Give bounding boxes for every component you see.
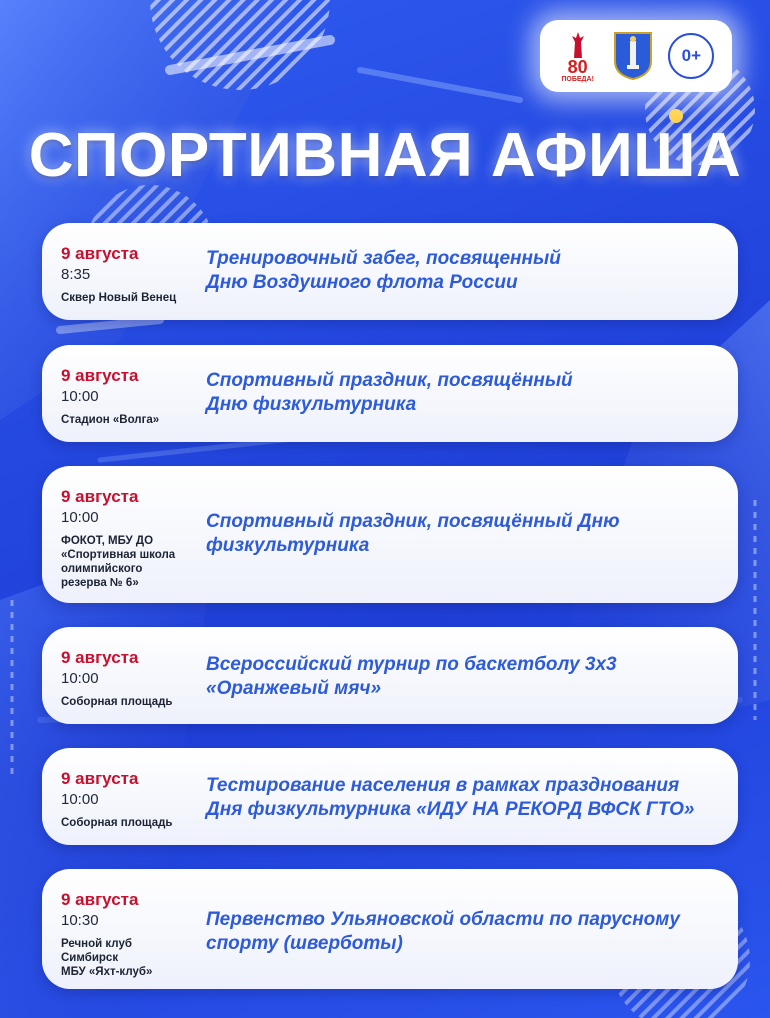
event-meta (61, 890, 211, 979)
event-meta (61, 648, 211, 709)
poster-title: СПОРТИВНАЯ АФИША (28, 121, 742, 190)
event-time: 10:00 (61, 791, 99, 808)
event-date: 9 августа (61, 769, 139, 788)
event-date: 9 августа (61, 890, 139, 909)
event-card (42, 345, 738, 442)
partner-logos (540, 20, 732, 92)
event-card (42, 869, 738, 989)
event-meta (61, 244, 211, 305)
event-card (42, 748, 738, 845)
event-place: Соборная площадь (61, 696, 173, 708)
event-place: Речной клуб Симбирск МБУ «Яхт-клуб» (61, 938, 153, 978)
event-name: Спортивный праздник, посвящённый Дню физкультурника (206, 370, 573, 415)
victory-80-word: ПОБЕДА! (561, 76, 594, 83)
event-time: 10:00 (61, 509, 99, 526)
event-name: Спортивный праздник, посвящённый Дню физкультурника (206, 511, 620, 556)
coat-of-arms-icon (613, 31, 653, 81)
event-date: 9 августа (61, 648, 139, 667)
age-rating-badge: 0+ (668, 33, 714, 79)
event-name: Первенство Ульяновской области по парусному спорту (шверботы) (206, 909, 680, 954)
event-card (42, 223, 738, 320)
event-place: Стадион «Волга» (61, 414, 160, 426)
victory-80-logo (558, 28, 598, 84)
event-meta (61, 487, 211, 590)
event-date: 9 августа (61, 366, 139, 385)
event-place: Соборная площадь (61, 817, 173, 829)
event-date: 9 августа (61, 244, 139, 263)
victory-80-digits: 80 (567, 57, 588, 77)
event-name: Тренировочный забег, посвященный Дню Воздушного флота России (206, 248, 561, 293)
event-time: 10:30 (61, 912, 99, 929)
event-name: Тестирование населения в рамках празднования Дня физкультурника «ИДУ НА РЕКОРД ВФСК ГТО» (206, 775, 695, 820)
event-place: Сквер Новый Венец (61, 292, 177, 304)
event-card (42, 627, 738, 724)
event-time: 10:00 (61, 670, 99, 687)
monument-icon (570, 32, 586, 58)
event-time: 10:00 (61, 388, 99, 405)
event-card (42, 466, 738, 603)
event-time: 8:35 (61, 266, 91, 283)
event-place: ФОКОТ, МБУ ДО «Спортивная школа олимпийского резерва № 6» (61, 535, 176, 589)
event-meta (61, 366, 211, 427)
event-meta (61, 769, 211, 830)
event-date: 9 августа (61, 487, 139, 506)
event-name: Всероссийский турнир по баскетболу 3х3 «Оранжевый мяч» (206, 654, 617, 699)
